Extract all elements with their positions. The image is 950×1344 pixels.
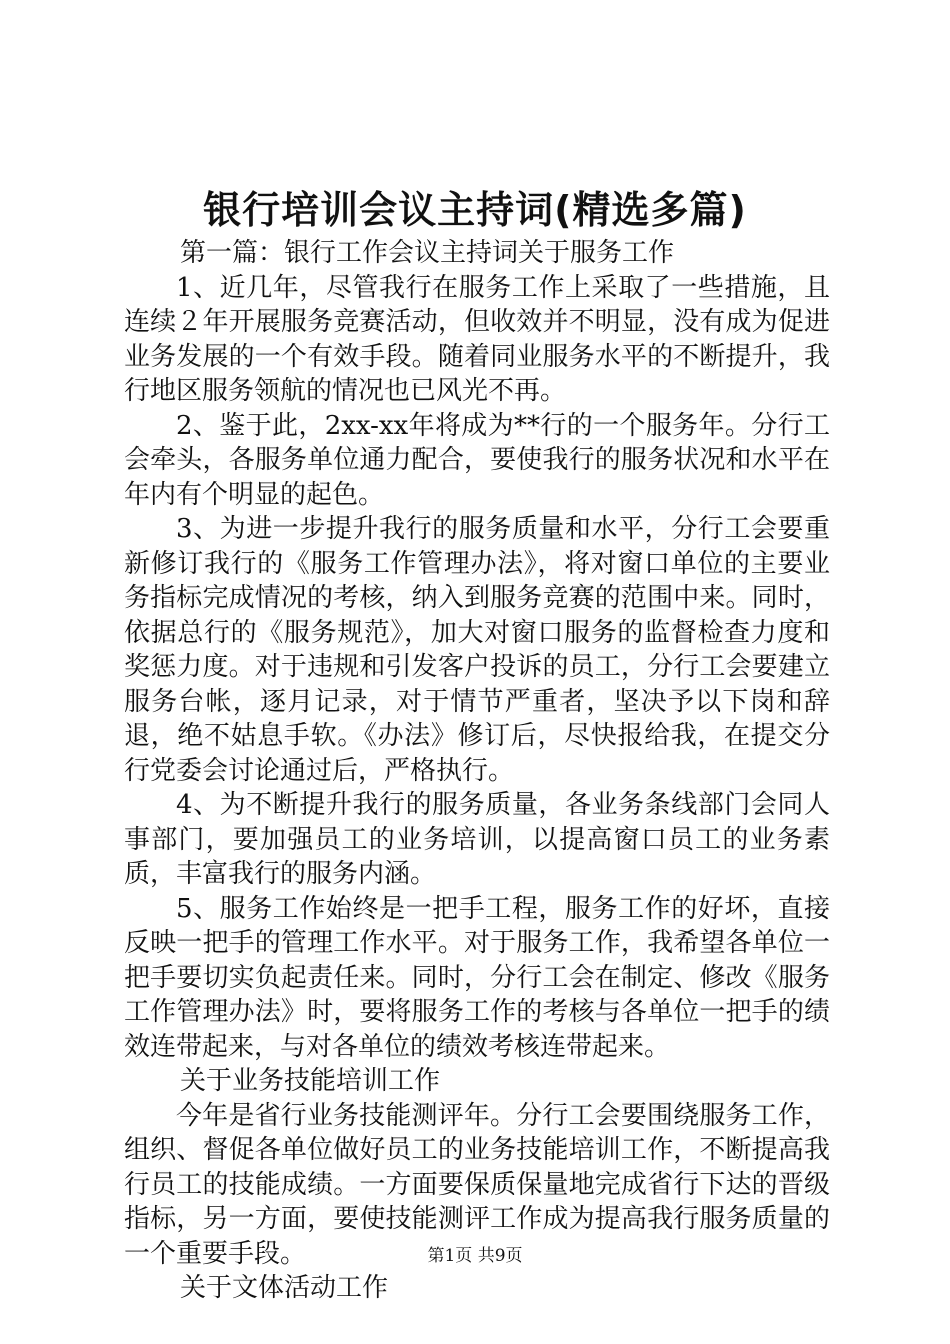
section-heading-cultural-sports: 关于文体活动工作 bbox=[180, 1273, 389, 1303]
page-footer bbox=[0, 1244, 950, 1268]
paragraph-item-1: 1、近几年，尽管我行在服务工作上采取了一些措施，且连续２年开展服务竞赛活动，但收效并不明显，没有成为促进业务发展的一个有效手段。随着同业服务水平的不断提升，我行地区服务领航的情况也已风光不再。 bbox=[124, 272, 830, 406]
paragraph-item-5: 5、服务工作始终是一把手工程，服务工作的好坏，直接反映一把手的管理工作水平。对于服务工作，我希望各单位一把手要切实负起责任来。同时，分行工会在制定、修改《服务工作管理办法》时，要将服务工作的考核与各单位一把手的绩效连带起来，与对各单位的绩效考核连带起来。 bbox=[124, 893, 830, 1062]
page-number-label: 第1页 共9页 bbox=[427, 1246, 523, 1266]
paragraph-skills-training: 今年是省行业务技能测评年。分行工会要围绕服务工作，组织、督促各单位做好员工的业务技能培训工作，不断提高我行员工的技能成绩。一方面要保质保量地完成省行下达的晋级指标，另一方面，要使技能测评工作成为提高我行服务质量的一个重要手段。 bbox=[124, 1100, 830, 1269]
document-body bbox=[124, 236, 830, 1306]
paragraph-item-3: 3、为进一步提升我行的服务质量和水平，分行工会要重新修订我行的《服务工作管理办法》，将对窗口单位的主要业务指标完成情况的考核，纳入到服务竞赛的范围中来。同时，依据总行的《服务规范》，加大对窗口服务的监督检查力度和奖惩力度。对于违规和引发客户投诉的员工，分行工会要建立服务台帐，逐月记录，对于情节严重者，坚决予以下岗和辞退，绝不姑息手软。《办法》修订后，尽快报给我，在提交分行党委会讨论通过后，严格执行。 bbox=[124, 514, 830, 786]
page-title: 银行培训会议主持词(精选多篇) bbox=[203, 188, 747, 232]
paragraph-item-4: 4、为不断提升我行的服务质量，各业务条线部门会同人事部门，要加强员工的业务培训，以提高窗口员工的业务素质，丰富我行的服务内涵。 bbox=[124, 790, 830, 889]
section-heading-skills-training: 关于业务技能培训工作 bbox=[180, 1066, 441, 1096]
section-heading-first: 第一篇：银行工作会议主持词关于服务工作 bbox=[180, 238, 675, 268]
paragraph-item-2: 2、鉴于此，2xx-xx年将成为**行的一个服务年。分行工会牵头，各服务单位通力配合，要使我行的服务状况和水平在年内有个明显的起色。 bbox=[124, 410, 830, 510]
